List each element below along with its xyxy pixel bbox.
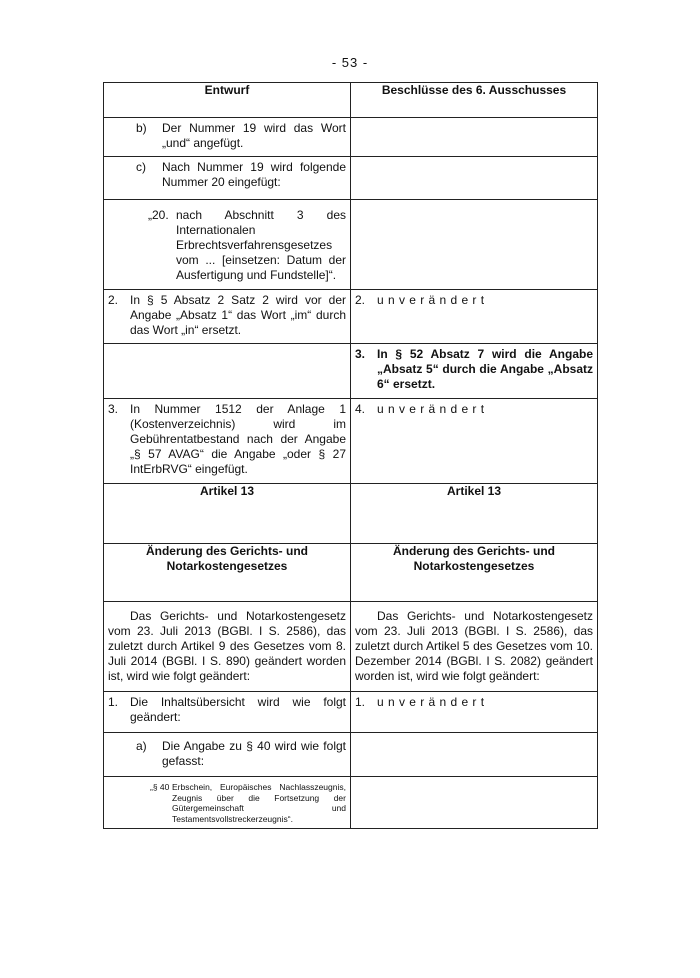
- artikel-row: [104, 484, 598, 544]
- right-cell: [351, 399, 598, 484]
- item-text: In Nummer 1512 der Anlage 1 (Kostenverzeichnis) wird im Gebührentatbestand nach der Angabe „§ 57 AVAG“ die Angabe „oder § 27 IntErbRVG“ eingefügt.: [130, 402, 346, 476]
- table-row: [104, 399, 598, 484]
- list-item: [104, 733, 350, 773]
- left-cell: [104, 290, 351, 344]
- table-header-row: [104, 83, 598, 118]
- table-row: [104, 118, 598, 157]
- left-cell: [104, 692, 351, 733]
- unveraendert-text: unverändert: [377, 293, 489, 307]
- list-item: [351, 290, 597, 312]
- left-cell: [104, 344, 351, 399]
- right-cell: [351, 344, 598, 399]
- titel-row: [104, 544, 598, 602]
- right-cell: [351, 602, 598, 692]
- artikel-heading-right: Artikel 13: [351, 484, 598, 544]
- header-entwurf: Entwurf: [104, 83, 351, 118]
- table-row: [104, 344, 598, 399]
- table-row: [104, 733, 598, 777]
- unveraendert-text: unverändert: [377, 695, 489, 709]
- right-cell: [351, 157, 598, 200]
- item-number: 1.: [355, 695, 366, 709]
- gesetz-title-left: Änderung des Gerichts- und Notarkostengesetzes: [104, 544, 351, 602]
- left-cell: [104, 733, 351, 777]
- left-cell: [104, 118, 351, 157]
- list-item: [351, 399, 597, 421]
- item-text: nach Abschnitt 3 des Internationalen Erbrechtsverfahrensgesetzes vom ... [einsetzen: Datum der Ausfertigung und Fundstelle]“.: [176, 208, 346, 282]
- list-item: [104, 692, 350, 729]
- table-row: [104, 157, 598, 200]
- item-text: Nach Nummer 19 wird folgende Nummer 20 eingefügt:: [162, 160, 346, 189]
- item-text: Die Angabe zu § 40 wird wie folgt gefasst:: [162, 739, 346, 768]
- item-number: „§ 40: [150, 782, 170, 792]
- item-number: 4.: [355, 402, 366, 416]
- right-cell: [351, 777, 598, 829]
- header-beschluesse: Beschlüsse des 6. Ausschusses: [351, 83, 598, 118]
- item-number: c): [136, 160, 146, 174]
- item-number: 2.: [108, 293, 119, 307]
- synopsis-table: [103, 82, 598, 829]
- item-number: 3.: [108, 402, 119, 416]
- table-row: [104, 602, 598, 692]
- right-cell: [351, 692, 598, 733]
- artikel-heading-left: Artikel 13: [104, 484, 351, 544]
- table-row: [104, 692, 598, 733]
- page-number: - 53 -: [331, 55, 369, 70]
- unveraendert-text: unverändert: [377, 402, 489, 416]
- item-number: 3.: [355, 347, 366, 361]
- item-text: Erbschein, Europäisches Nachlasszeugnis, Zeugnis über die Fortsetzung der Gütergemeinschaft und Testamentsvollstreckerzeugnis“.: [172, 782, 346, 824]
- list-item: [104, 157, 350, 194]
- right-cell: [351, 290, 598, 344]
- item-number: a): [136, 739, 147, 753]
- item-text: In § 5 Absatz 2 Satz 2 wird vor der Angabe „Absatz 1“ das Wort „im“ durch das Wort „in“ ersetzt.: [130, 293, 346, 337]
- list-item: [351, 692, 597, 714]
- left-cell: [104, 157, 351, 200]
- list-item: [104, 290, 350, 342]
- right-cell: [351, 200, 598, 290]
- right-cell: [351, 733, 598, 777]
- item-number: 1.: [108, 695, 119, 709]
- item-number: b): [136, 121, 147, 135]
- gesetz-title-right: Änderung des Gerichts- und Notarkostengesetzes: [351, 544, 598, 602]
- list-item: [104, 200, 350, 287]
- table-row: [104, 290, 598, 344]
- list-item: [104, 399, 350, 481]
- right-cell: [351, 118, 598, 157]
- item-number: 2.: [355, 293, 366, 307]
- item-text: Der Nummer 19 wird das Wort „und“ angefügt.: [162, 121, 346, 150]
- left-cell: [104, 777, 351, 829]
- table-row: [104, 200, 598, 290]
- list-item: [104, 118, 350, 155]
- item-text: Die Inhaltsübersicht wird wie folgt geändert:: [130, 695, 346, 724]
- left-cell: [104, 602, 351, 692]
- intro-text-right: Das Gerichts- und Notarkostengesetz vom 23. Juli 2013 (BGBl. I S. 2586), das zuletzt durch Artikel 5 des Gesetzes vom 10. Dezember 2014 (BGBl. I S. 2082) geändert worden ist, wird wie folgt geändert:: [355, 609, 593, 683]
- left-cell: [104, 200, 351, 290]
- item-text: In § 52 Absatz 7 wird die Angabe „Absatz 5“ durch die Angabe „Absatz 6“ ersetzt.: [377, 347, 593, 391]
- list-item: [351, 344, 597, 396]
- item-number: „20.: [148, 208, 169, 222]
- intro-text-left: Das Gerichts- und Notarkostengesetz vom 23. Juli 2013 (BGBl. I S. 2586), das zuletzt durch Artikel 9 des Gesetzes vom 8. Juli 2014 (BGBl. I S. 890) geändert worden ist, wird wie folgt geändert:: [108, 609, 346, 683]
- left-cell: [104, 399, 351, 484]
- table-row: [104, 777, 598, 829]
- list-item: [104, 777, 350, 828]
